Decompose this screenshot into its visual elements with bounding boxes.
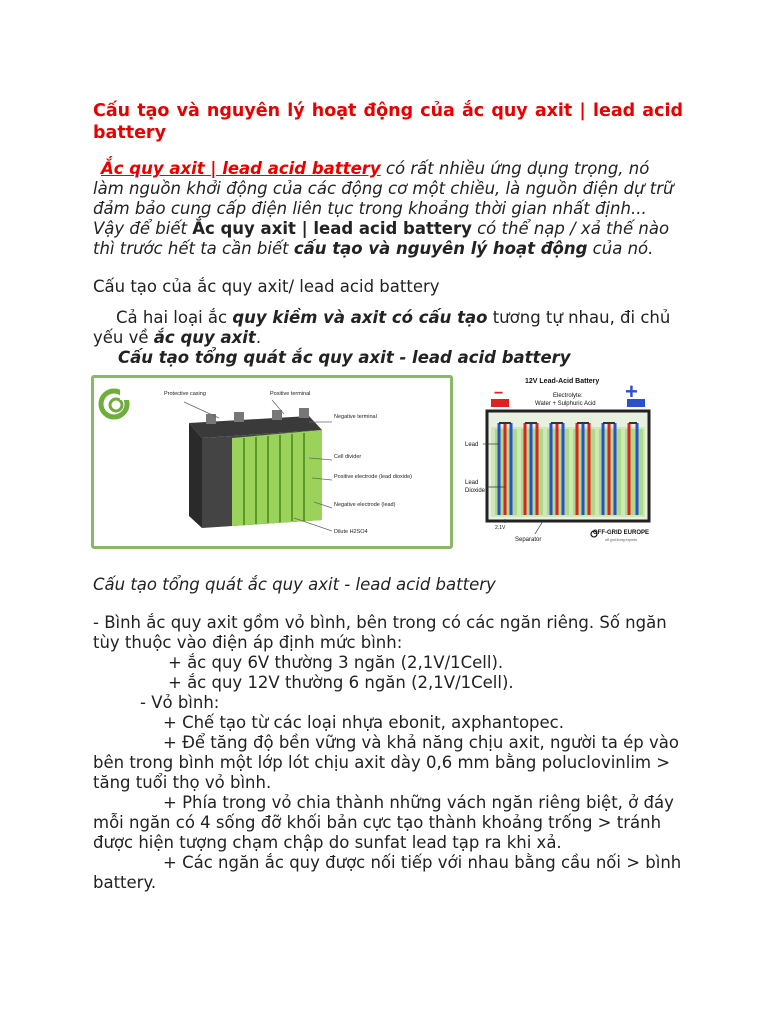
body-line-4: - Vỏ bình: bbox=[140, 693, 220, 712]
figures-row bbox=[91, 375, 683, 561]
lead-acid-diagram-figure bbox=[465, 371, 675, 551]
body-line-6: + Để tăng độ bền vững và khả năng chịu axit, người ta ép vào bên trong bình một lớp lót chịu axit dày 0,6 mm bằng poluclovinlim > tăng tuổi thọ vỏ bình. bbox=[93, 733, 679, 792]
separator-label: Separator bbox=[515, 537, 542, 543]
electrolyte-sublabel: Water + Sulphuric Acid bbox=[535, 401, 596, 407]
section-heading: Cấu tạo của ắc quy axit/ lead acid battery bbox=[93, 277, 440, 296]
body-line-5: + Chế tạo từ các loại nhựa ebonit, axphantopec. bbox=[163, 713, 564, 732]
types-paragraph: Cả hai loại ắc quy kiềm và axit có cấu tạo tương tự nhau, đi chủ yếu về ắc quy axit. bbox=[93, 308, 671, 347]
label-negative-electrode: Negative electrode (lead) bbox=[334, 502, 396, 508]
lead-dioxide-label-2: Dioxide bbox=[465, 488, 486, 494]
figure-caption: Cấu tạo tổng quát ắc quy axit - lead acid battery bbox=[93, 575, 496, 594]
negative-sign: − bbox=[494, 385, 504, 402]
diagram-title: 12V Lead-Acid Battery bbox=[525, 378, 600, 385]
label-dilute-acid: Dilute H2SO4 bbox=[334, 529, 368, 535]
body-line-1: - Bình ắc quy axit gồm vỏ bình, bên trong có các ngăn riêng. Số ngăn tùy thuộc vào điện áp định mức bình: bbox=[93, 613, 667, 652]
battery-cutaway-figure bbox=[91, 375, 453, 549]
label-positive-terminal: Positive terminal bbox=[270, 391, 311, 397]
cell-voltage-label: 2.1V bbox=[495, 525, 506, 531]
label-negative-terminal: Negative terminal bbox=[334, 414, 377, 420]
body-line-3: + ắc quy 12V thường 6 ngăn (2,1V/1Cell). bbox=[168, 673, 514, 692]
body-line-8: + Các ngăn ắc quy được nối tiếp với nhau bằng cầu nối > bình battery. bbox=[93, 853, 682, 892]
label-cell-divider: Cell divider bbox=[334, 454, 362, 460]
positive-sign: + bbox=[625, 379, 638, 404]
battery-cutaway-illustration bbox=[94, 378, 450, 546]
document-page bbox=[93, 100, 683, 893]
swirl-logo-icon bbox=[101, 388, 130, 417]
brand-sublabel: off grid living experts bbox=[605, 538, 638, 542]
sub-heading: Cấu tạo tổng quát ắc quy axit - lead acid battery bbox=[118, 348, 571, 367]
label-protective-casing: Protective casing bbox=[164, 391, 206, 397]
lead-acid-battery-link[interactable]: Ắc quy axit | lead acid battery bbox=[101, 159, 381, 178]
brand-label: OFF-GRID EUROPE bbox=[593, 530, 650, 536]
electrolyte-label: Electrolyte: bbox=[553, 393, 583, 399]
lead-acid-diagram bbox=[465, 371, 675, 551]
page-title: Cấu tạo và nguyên lý hoạt động của ắc quy axit | lead acid battery bbox=[93, 101, 683, 143]
body-line-2: + ắc quy 6V thường 3 ngăn (2,1V/1Cell). bbox=[168, 653, 504, 672]
label-positive-electrode: Positive electrode (lead dioxide) bbox=[334, 474, 412, 480]
body-line-7: + Phía trong vỏ chia thành những vách ngăn riêng biệt, ở đáy mỗi ngăn có 4 sống đỡ khối bản cực tạo thành khoảng trống > tránh được hiện tượng chạm chập do sunfat lead tạp ra khi xả. bbox=[93, 793, 674, 852]
lead-dioxide-label-1: Lead bbox=[465, 480, 479, 486]
intro-paragraph: Ắc quy axit | lead acid battery có rất nhiều ứng dụng trọng, nó làm nguồn khởi động của các động cơ một chiều, là nguồn điện dự trữ đảm bảo cung cấp điện liên tục trong khoảng thời gian nhất định... Vậy để biết Ắc quy axit | lead acid battery có thể nạp / xả thế nào thì trước hết ta cần biết cấu tạo và nguyên lý hoạt động của nó. bbox=[93, 159, 674, 258]
lead-label: Lead bbox=[465, 442, 479, 448]
